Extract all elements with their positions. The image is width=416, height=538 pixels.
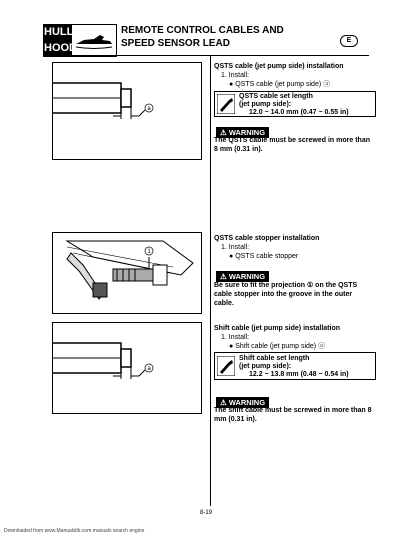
sec3-spec-box (214, 352, 376, 380)
sec3-heading: Shift cable (jet pump side) installation (214, 325, 341, 332)
title-line-1: REMOTE CONTROL CABLES AND (121, 25, 284, 36)
section-tag (43, 24, 117, 57)
hull-label: HULL (44, 26, 74, 38)
bullet-icon: ● (229, 343, 234, 350)
sec1-warning-label: ⚠ WARNING (216, 127, 269, 138)
sec2-bullet-row (229, 252, 298, 261)
sec1-warning-text: The QSTS cable must be screwed in more than 8 mm (0.31 in). (214, 137, 370, 153)
column-divider (210, 56, 211, 506)
language-badge: E (340, 35, 358, 47)
sec2-warning-label: ⚠ WARNING (216, 271, 269, 282)
sec3-bullet-row (229, 342, 325, 351)
cable-stopper-diagram (53, 233, 201, 313)
warning-text-label: WARNING (228, 128, 266, 137)
sec3-bullet: Shift cable (jet pump side) ⓐ (235, 343, 326, 350)
hood-label: HOOD (44, 42, 77, 54)
shift-cable-diagram (53, 323, 201, 413)
sec1-step: 1. Install: (221, 72, 250, 79)
sec2-warning-text: Be sure to fit the projection ① on the QSTS cable stopper into the groove in the outer cable. (214, 282, 358, 307)
wrench-spec-icon (217, 356, 235, 376)
sec3-spec-value: 12.2 ~ 13.8 mm (0.48 ~ 0.54 in) (249, 371, 349, 378)
sec1-bullet: QSTS cable (jet pump side) ⓐ (235, 81, 331, 88)
projection-label: 1 (147, 249, 151, 255)
wrench-spec-icon (217, 94, 235, 114)
qsts-cable-diagram (53, 63, 201, 159)
sec1-spec-sub: (jet pump side): (239, 101, 292, 108)
sec2-heading: QSTS cable stopper installation (214, 235, 320, 242)
sec1-bullet-row (229, 80, 330, 89)
download-footer: Downloaded from www.Manualslib.com manuals search engine (4, 528, 145, 534)
warning-text-label: WARNING (228, 398, 266, 407)
jet-ski-icon (74, 31, 114, 51)
bullet-icon: ● (229, 81, 234, 88)
dim-label-a: a (147, 366, 151, 372)
figure-shift-cable (52, 322, 202, 414)
bullet-icon: ● (229, 253, 234, 260)
sec1-spec-value: 12.0 ~ 14.0 mm (0.47 ~ 0.55 in) (249, 109, 349, 116)
sec3-spec-sub: (jet pump side): (239, 363, 292, 370)
header-rule (43, 55, 369, 56)
sec3-warning-text: The shift cable must be screwed in more than 8 mm (0.31 in). (214, 407, 372, 423)
dim-label-a: a (147, 106, 151, 112)
page-title (121, 24, 331, 50)
figure-cable-stopper (52, 232, 202, 314)
sec2-step: 1. Install: (221, 244, 250, 251)
warning-text-label: WARNING (228, 272, 266, 281)
page-number: 8-19 (200, 510, 213, 516)
sec3-step: 1. Install: (221, 334, 250, 341)
sec3-warning-label: ⚠ WARNING (216, 397, 269, 408)
title-line-2: SPEED SENSOR LEAD (121, 38, 230, 49)
sec1-spec-title: QSTS cable set length (239, 93, 313, 100)
sec1-heading: QSTS cable (jet pump side) installation (214, 63, 344, 70)
sec2-bullet: QSTS cable stopper (235, 253, 299, 260)
sec1-spec-box (214, 91, 376, 117)
figure-qsts-cable (52, 62, 202, 160)
sec3-spec-title: Shift cable set length (239, 355, 310, 362)
